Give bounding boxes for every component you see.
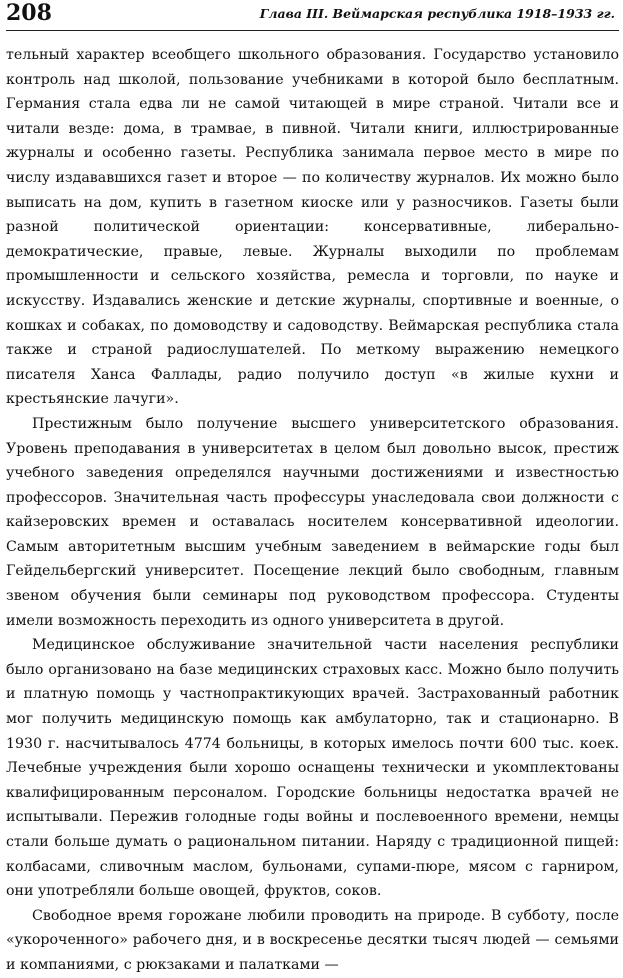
page-header — [6, 0, 619, 31]
body-text — [6, 43, 619, 978]
page-number: 208 — [6, 0, 52, 26]
paragraph-continued: тельный характер всеобщего школьного образования. Государство установило контроль над школой, пользование учебниками в которой было бесплатным. Германия стала едва ли не самой читающей в мире страной. Читали все и читали везде: дома, в трамвае, в пивной. Читали книги, иллюстрированные журналы и особенно газеты. Республика занимала первое место в мире по числу издававшихся газет и второе — по количеству журналов. Их можно было выписать на дом, купить в газетном киоске или у разносчиков. Газеты были разной политической ориентации: консервативные, либерально-демократические, правые, левые. Журналы выходили по проблемам промышленности и сельского хозяйства, ремесла и торговли, по науке и искусству. Издавались женские и детские журналы, спортивные и военные, о кошках и собаках, по домоводству и садоводству. Веймарская республика стала также и страной радиослушателей. По меткому выражению немецкого писателя Ханса Фаллады, радио получило доступ «в жилые кухни и крестьянские лачуги». — [6, 47, 619, 408]
running-title: Глава III. Веймарская республика 1918–1933 гг. — [259, 6, 615, 21]
paragraph-medicine: Медицинское обслуживание значительной части населения республики было организовано на базе медицинских страховых касс. Можно было получить и платную помощь у частнопрактикующих врачей. Застрахованный работник мог получить медицинскую помощь как амбулаторно, так и стационарно. В 1930 г. насчитывалось 4774 больницы, в которых имелось почти 600 тыс. коек. Лечебные учреждения были хорошо оснащены технически и укомплектованы квалифицированным персоналом. Городские больницы недостатка врачей не испытывали. Пережив голодные годы войны и послевоенного времени, немцы стали больше думать о рациональном питании. Наряду с традиционной пищей: колбасами, сливочным маслом, бульонами, супами-пюре, мясом с гарниром, они употребляли больше овощей, фруктов, соков. — [6, 637, 619, 900]
paragraph-universities: Престижным было получение высшего университетского образования. Уровень преподавания в университетах в целом был довольно высок, престиж учебного заведения определялся научными достижениями и известностью профессоров. Значительная часть профессуры унаследовала свои должности с кайзеровских времен и оставалась носителем консервативной идеологии. Самым авторитетным высшим учебным заведением в веймарские годы был Гейдельбергский университет. Посещение лекций было свободным, главным звеном обучения были семинары под руководством профессора. Студенты имели возможность переходить из одного университета в другой. — [6, 415, 619, 629]
paragraph-leisure: Свободное время горожане любили проводить на природе. В субботу, после «укороченного» рабочего дня, и в воскресенье десятки тысяч людей — семьями и компаниями, с рюкзаками и палатками — — [6, 907, 619, 973]
